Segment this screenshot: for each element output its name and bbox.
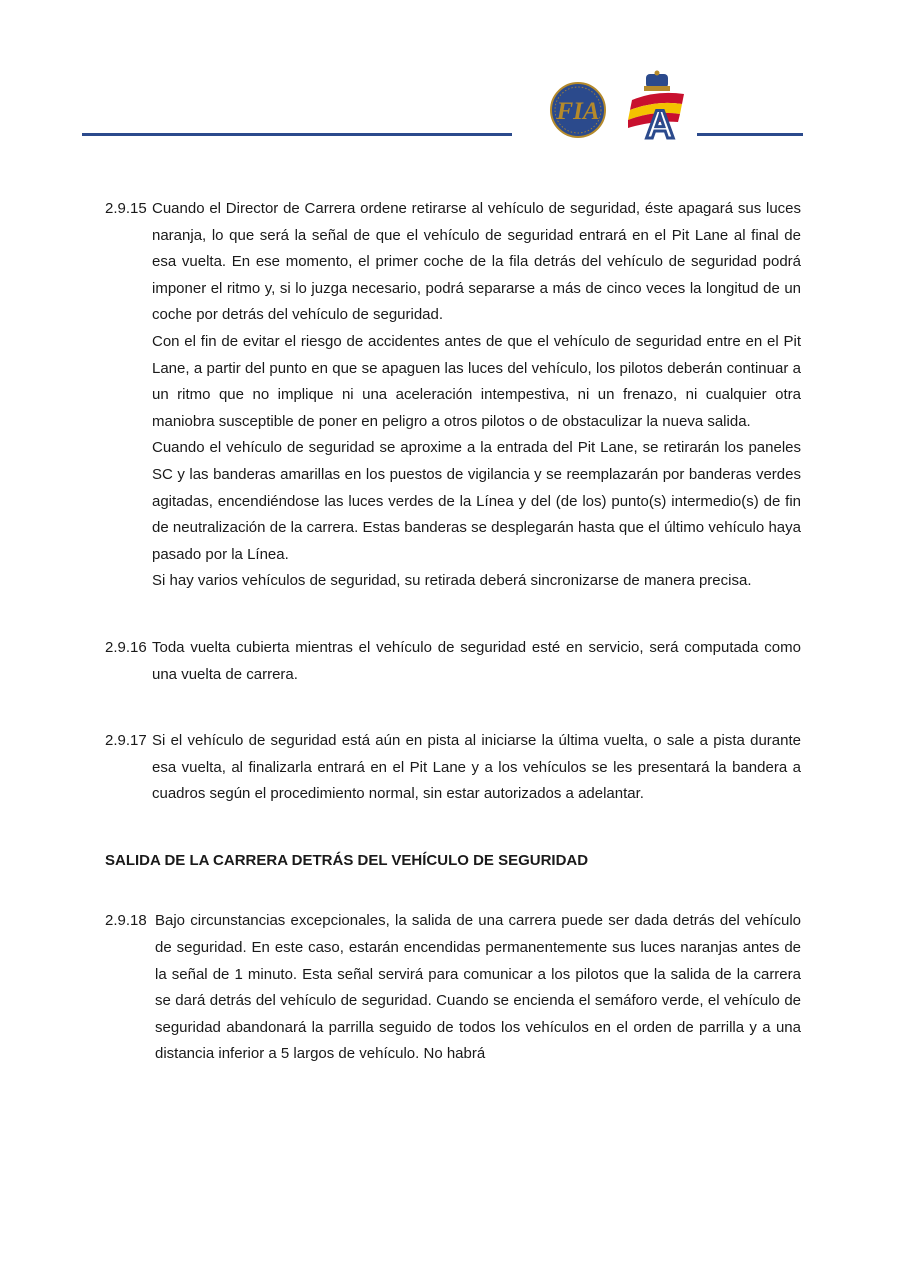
paragraph: Toda vuelta cubierta mientras el vehículo de seguridad esté en servicio, será computada como una vuelta de carrera. xyxy=(152,638,801,683)
article-number: 2.9.18 xyxy=(105,912,147,930)
rfea-logo xyxy=(626,70,688,140)
article-text xyxy=(155,908,801,1068)
header-rule-right xyxy=(697,133,803,136)
article-number: 2.9.15 xyxy=(105,200,147,217)
paragraph: Con el fin de evitar el riesgo de accidentes antes de que el vehículo de seguridad entre en el Pit Lane, a partir del punto en que se apaguen las luces del vehículo, los pilotos deberán continuar a un ritmo que no implique ni una aceleración intempestiva, ni un frenazo, ni cualquier otra maniobra susceptible de poner en peligro a otros pilotos o de obstaculizar la nueva salida. xyxy=(152,332,801,430)
paragraph: Cuando el vehículo de seguridad se aproxime a la entrada del Pit Lane, se retirarán los paneles SC y las banderas amarillas en los puestos de vigilancia y se reemplazarán por banderas verdes agitadas, encendiéndose las luces verdes de la Línea y del (de los) punto(s) intermedio(s) de fin de neutralización de la carrera. Estas banderas se desplegarán hasta que el último vehículo haya pasado por la Línea. xyxy=(152,439,801,563)
paragraph: Cuando el Director de Carrera ordene retirarse al vehículo de seguridad, éste apagará sus luces naranja, lo que será la señal de que el vehículo de seguridad entrará en el Pit Lane al final de esa vuelta. En ese momento, el primer coche de la fila detrás del vehículo de seguridad podrá imponer el ritmo y, si lo juzga necesario, podrá separarse a más de cinco veces la longitud de un coche por detrás del vehículo de seguridad. xyxy=(152,200,801,324)
article-2-9-15 xyxy=(105,196,801,595)
section-heading: SALIDA DE LA CARRERA DETRÁS DEL VEHÍCULO DE SEGURIDAD xyxy=(105,851,589,869)
paragraph: Si el vehículo de seguridad está aún en pista al iniciarse la última vuelta, o sale a pista durante esa vuelta, al finalizarla entrará en el Pit Lane y a los vehículos se les presentará la bandera a cuadros según el procedimiento normal, sin estar autorizados a adelantar. xyxy=(152,732,801,803)
paragraph: Si hay varios vehículos de seguridad, su retirada deberá sincronizarse de manera precisa. xyxy=(152,572,752,590)
article-2-9-16 xyxy=(105,635,801,688)
article-2-9-17 xyxy=(105,728,801,808)
svg-text:A: A xyxy=(645,103,675,140)
paragraph: Bajo circunstancias excepcionales, la salida de una carrera puede ser dada detrás del vehículo de seguridad. En este caso, estarán encendidas permanentemente sus luces naranjas antes de la señal de 1 minuto. Esta señal servirá para comunicar a los pilotos que la salida de la carrera se dará detrás del vehículo de seguridad. Cuando se encienda el semáforo verde, el vehículo de seguridad abandonará la parrilla seguido de todos los vehículos en el orden de parrilla y a una distancia inferior a 5 largos de vehículo. No habrá xyxy=(155,912,801,1063)
fia-logo xyxy=(538,82,618,138)
document-body xyxy=(105,196,801,1068)
article-number: 2.9.16 xyxy=(105,638,147,656)
article-text xyxy=(152,635,801,688)
svg-text:FIA: FIA xyxy=(556,98,600,125)
article-text xyxy=(152,196,801,595)
article-text xyxy=(152,728,801,808)
article-number: 2.9.17 xyxy=(105,732,147,750)
header-rule-left xyxy=(82,133,512,136)
article-2-9-18 xyxy=(105,908,801,1068)
